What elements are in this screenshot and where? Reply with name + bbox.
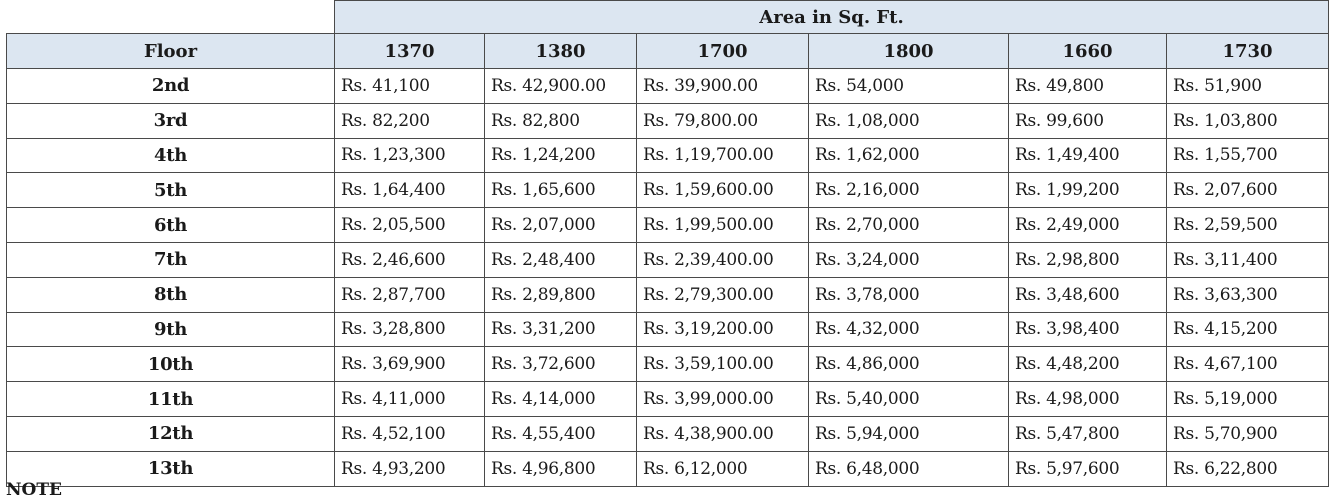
price-cell: Rs. 3,59,100.00 bbox=[637, 347, 809, 382]
price-cell: Rs. 82,800 bbox=[485, 103, 637, 138]
price-cell: Rs. 1,24,200 bbox=[485, 138, 637, 173]
price-cell: Rs. 2,05,500 bbox=[335, 208, 485, 243]
floor-cell: 3rd bbox=[7, 103, 335, 138]
floor-cell: 7th bbox=[7, 242, 335, 277]
price-cell: Rs. 5,40,000 bbox=[809, 382, 1009, 417]
price-cell: Rs. 49,800 bbox=[1009, 69, 1167, 104]
price-cell: Rs. 5,19,000 bbox=[1167, 382, 1329, 417]
price-cell: Rs. 3,11,400 bbox=[1167, 242, 1329, 277]
price-cell: Rs. 79,800.00 bbox=[637, 103, 809, 138]
price-cell: Rs. 4,52,100 bbox=[335, 416, 485, 451]
floor-cell: 8th bbox=[7, 277, 335, 312]
price-cell: Rs. 4,38,900.00 bbox=[637, 416, 809, 451]
price-cell: Rs. 2,07,000 bbox=[485, 208, 637, 243]
price-cell: Rs. 54,000 bbox=[809, 69, 1009, 104]
floor-cell: 4th bbox=[7, 138, 335, 173]
price-cell: Rs. 4,55,400 bbox=[485, 416, 637, 451]
price-cell: Rs. 3,24,000 bbox=[809, 242, 1009, 277]
price-cell: Rs. 5,97,600 bbox=[1009, 451, 1167, 486]
price-cell: Rs. 3,99,000.00 bbox=[637, 382, 809, 417]
price-cell: Rs. 51,900 bbox=[1167, 69, 1329, 104]
price-cell: Rs. 3,48,600 bbox=[1009, 277, 1167, 312]
floor-cell: 2nd bbox=[7, 69, 335, 104]
price-cell: Rs. 3,69,900 bbox=[335, 347, 485, 382]
price-cell: Rs. 2,16,000 bbox=[809, 173, 1009, 208]
price-cell: Rs. 1,19,700.00 bbox=[637, 138, 809, 173]
price-cell: Rs. 3,31,200 bbox=[485, 312, 637, 347]
floor-cell: 13th bbox=[7, 451, 335, 486]
price-table-container bbox=[6, 0, 1328, 487]
price-cell: Rs. 39,900.00 bbox=[637, 69, 809, 104]
price-cell: Rs. 1,65,600 bbox=[485, 173, 637, 208]
price-cell: Rs. 3,63,300 bbox=[1167, 277, 1329, 312]
area-column-header: 1380 bbox=[485, 34, 637, 69]
table-row bbox=[7, 347, 1329, 382]
price-cell: Rs. 3,72,600 bbox=[485, 347, 637, 382]
table-row bbox=[7, 208, 1329, 243]
price-cell: Rs. 1,23,300 bbox=[335, 138, 485, 173]
price-cell: Rs. 99,600 bbox=[1009, 103, 1167, 138]
price-cell: Rs. 1,59,600.00 bbox=[637, 173, 809, 208]
table-row bbox=[7, 382, 1329, 417]
price-cell: Rs. 2,46,600 bbox=[335, 242, 485, 277]
table-row bbox=[7, 416, 1329, 451]
price-cell: Rs. 1,03,800 bbox=[1167, 103, 1329, 138]
price-cell: Rs. 3,78,000 bbox=[809, 277, 1009, 312]
price-cell: Rs. 6,12,000 bbox=[637, 451, 809, 486]
price-cell: Rs. 5,47,800 bbox=[1009, 416, 1167, 451]
table-row bbox=[7, 138, 1329, 173]
price-cell: Rs. 2,70,000 bbox=[809, 208, 1009, 243]
floor-cell: 12th bbox=[7, 416, 335, 451]
price-cell: Rs. 41,100 bbox=[335, 69, 485, 104]
price-cell: Rs. 2,59,500 bbox=[1167, 208, 1329, 243]
price-cell: Rs. 4,93,200 bbox=[335, 451, 485, 486]
price-cell: Rs. 4,86,000 bbox=[809, 347, 1009, 382]
price-cell: Rs. 4,15,200 bbox=[1167, 312, 1329, 347]
floor-cell: 11th bbox=[7, 382, 335, 417]
price-cell: Rs. 2,49,000 bbox=[1009, 208, 1167, 243]
price-cell: Rs. 42,900.00 bbox=[485, 69, 637, 104]
floor-cell: 9th bbox=[7, 312, 335, 347]
price-cell: Rs. 3,98,400 bbox=[1009, 312, 1167, 347]
price-cell: Rs. 1,55,700 bbox=[1167, 138, 1329, 173]
price-cell: Rs. 82,200 bbox=[335, 103, 485, 138]
price-table bbox=[6, 0, 1329, 487]
price-cell: Rs. 4,67,100 bbox=[1167, 347, 1329, 382]
table-row bbox=[7, 69, 1329, 104]
price-cell: Rs. 1,64,400 bbox=[335, 173, 485, 208]
price-cell: Rs. 2,87,700 bbox=[335, 277, 485, 312]
price-cell: Rs. 3,19,200.00 bbox=[637, 312, 809, 347]
floor-cell: 5th bbox=[7, 173, 335, 208]
price-cell: Rs. 1,99,200 bbox=[1009, 173, 1167, 208]
price-cell: Rs. 2,48,400 bbox=[485, 242, 637, 277]
price-cell: Rs. 3,28,800 bbox=[335, 312, 485, 347]
price-cell: Rs. 6,48,000 bbox=[809, 451, 1009, 486]
note-label: NOTE bbox=[6, 480, 62, 500]
table-row bbox=[7, 451, 1329, 486]
header-blank-cell bbox=[7, 1, 335, 34]
area-column-header: 1730 bbox=[1167, 34, 1329, 69]
area-column-header: 1700 bbox=[637, 34, 809, 69]
price-cell: Rs. 4,32,000 bbox=[809, 312, 1009, 347]
price-cell: Rs. 2,07,600 bbox=[1167, 173, 1329, 208]
area-column-header: 1660 bbox=[1009, 34, 1167, 69]
price-cell: Rs. 6,22,800 bbox=[1167, 451, 1329, 486]
table-row bbox=[7, 103, 1329, 138]
table-row bbox=[7, 312, 1329, 347]
price-cell: Rs. 2,79,300.00 bbox=[637, 277, 809, 312]
table-row bbox=[7, 242, 1329, 277]
price-cell: Rs. 1,49,400 bbox=[1009, 138, 1167, 173]
price-cell: Rs. 5,70,900 bbox=[1167, 416, 1329, 451]
price-cell: Rs. 1,99,500.00 bbox=[637, 208, 809, 243]
price-cell: Rs. 4,11,000 bbox=[335, 382, 485, 417]
area-column-header: 1370 bbox=[335, 34, 485, 69]
price-cell: Rs. 1,62,000 bbox=[809, 138, 1009, 173]
price-cell: Rs. 4,98,000 bbox=[1009, 382, 1167, 417]
price-cell: Rs. 4,14,000 bbox=[485, 382, 637, 417]
floor-column-header: Floor bbox=[7, 34, 335, 69]
price-cell: Rs. 2,89,800 bbox=[485, 277, 637, 312]
area-column-header: 1800 bbox=[809, 34, 1009, 69]
floor-cell: 10th bbox=[7, 347, 335, 382]
price-cell: Rs. 4,48,200 bbox=[1009, 347, 1167, 382]
floor-cell: 6th bbox=[7, 208, 335, 243]
table-row bbox=[7, 277, 1329, 312]
area-group-header: Area in Sq. Ft. bbox=[335, 1, 1329, 34]
price-cell: Rs. 4,96,800 bbox=[485, 451, 637, 486]
price-cell: Rs. 2,98,800 bbox=[1009, 242, 1167, 277]
price-cell: Rs. 5,94,000 bbox=[809, 416, 1009, 451]
price-cell: Rs. 2,39,400.00 bbox=[637, 242, 809, 277]
table-row bbox=[7, 173, 1329, 208]
price-table-body bbox=[7, 69, 1329, 487]
price-cell: Rs. 1,08,000 bbox=[809, 103, 1009, 138]
